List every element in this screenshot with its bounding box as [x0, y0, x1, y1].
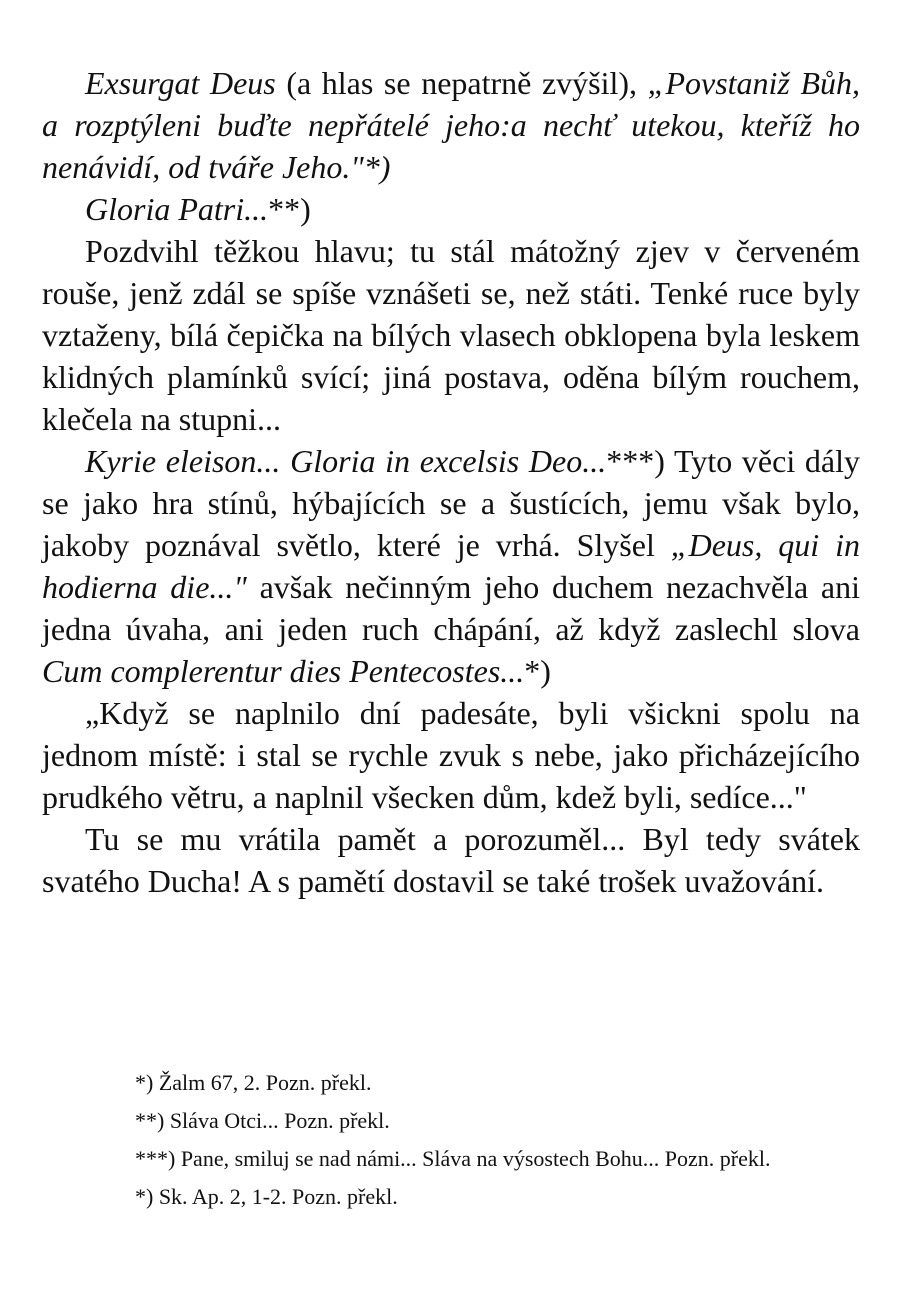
- footnotes: [75, 1068, 827, 1220]
- text-span: Gloria Patri...: [85, 191, 269, 227]
- body-text: [42, 62, 860, 902]
- footnote: *) Žalm 67, 2. Pozn. překl.: [135, 1070, 372, 1095]
- text-span: Exsurgat Deus: [85, 65, 276, 101]
- paragraph: [42, 692, 860, 818]
- text-span: Pozdvihl těžkou hlavu; tu stál mátožný zjev v červeném rouše, jenž zdál se spíše vznášeti se, než státi. Tenké ruce byly vztaženy, bílá čepička na bílých vlasech obklopena byla leskem klidných plamínků svící; jiná postava, oděna bílým rouchem, klečela na stupni...: [42, 233, 860, 437]
- text-span: **): [268, 191, 311, 227]
- footnote: *) Sk. Ap. 2, 1-2. Pozn. překl.: [135, 1184, 398, 1209]
- text-span: avšak nečinným jeho duchem nezachvěla ani jedna úvaha, ani jeden ruch chápání, až když zaslechl slova: [42, 569, 861, 647]
- paragraph: [42, 230, 860, 440]
- paragraph: [42, 188, 860, 230]
- footnote: **) Sláva Otci... Pozn. překl.: [135, 1108, 390, 1133]
- paragraph: [42, 818, 860, 902]
- paragraph: [42, 62, 860, 188]
- text-span: Tu se mu vrátila pamět a porozuměl... Byl tedy svátek svatého Ducha! A s pamětí dostavil se také trošek uvažování.: [42, 821, 860, 899]
- text-span: *): [524, 653, 551, 689]
- text-span: „Když se naplnilo dní padesáte, byli všickni spolu na jednom místě: i stal se rychle zvuk s nebe, jako přicházejícího prudkého větru, a naplnil všecken dům, kdež byli, sedíce...": [42, 695, 860, 815]
- text-span: Cum complerentur dies Pentecostes...: [42, 653, 525, 689]
- footnote: ***) Pane, smiluj se nad námi... Sláva na výsostech Bohu... Pozn. překl.: [135, 1146, 771, 1171]
- paragraph: [42, 440, 860, 692]
- text-span: ***) Tyto věci dály se jako hra stínů, hýbajících se a šustících, jemu však bylo, jakoby poznával světlo, které je vrhá. Slyšel: [42, 443, 861, 563]
- text-span: Kyrie eleison... Gloria in excelsis Deo...: [85, 443, 607, 479]
- text-span: „Povstaniž Bůh, a rozptýleni buďte nepřátelé jeho:a nechť utekou, kteříž ho nenávidí, od tváře Jeho."*): [42, 65, 861, 185]
- text-span: „Deus, qui in hodierna die...": [42, 527, 861, 605]
- text-span: (a hlas se nepatrně zvýšil),: [275, 65, 648, 101]
